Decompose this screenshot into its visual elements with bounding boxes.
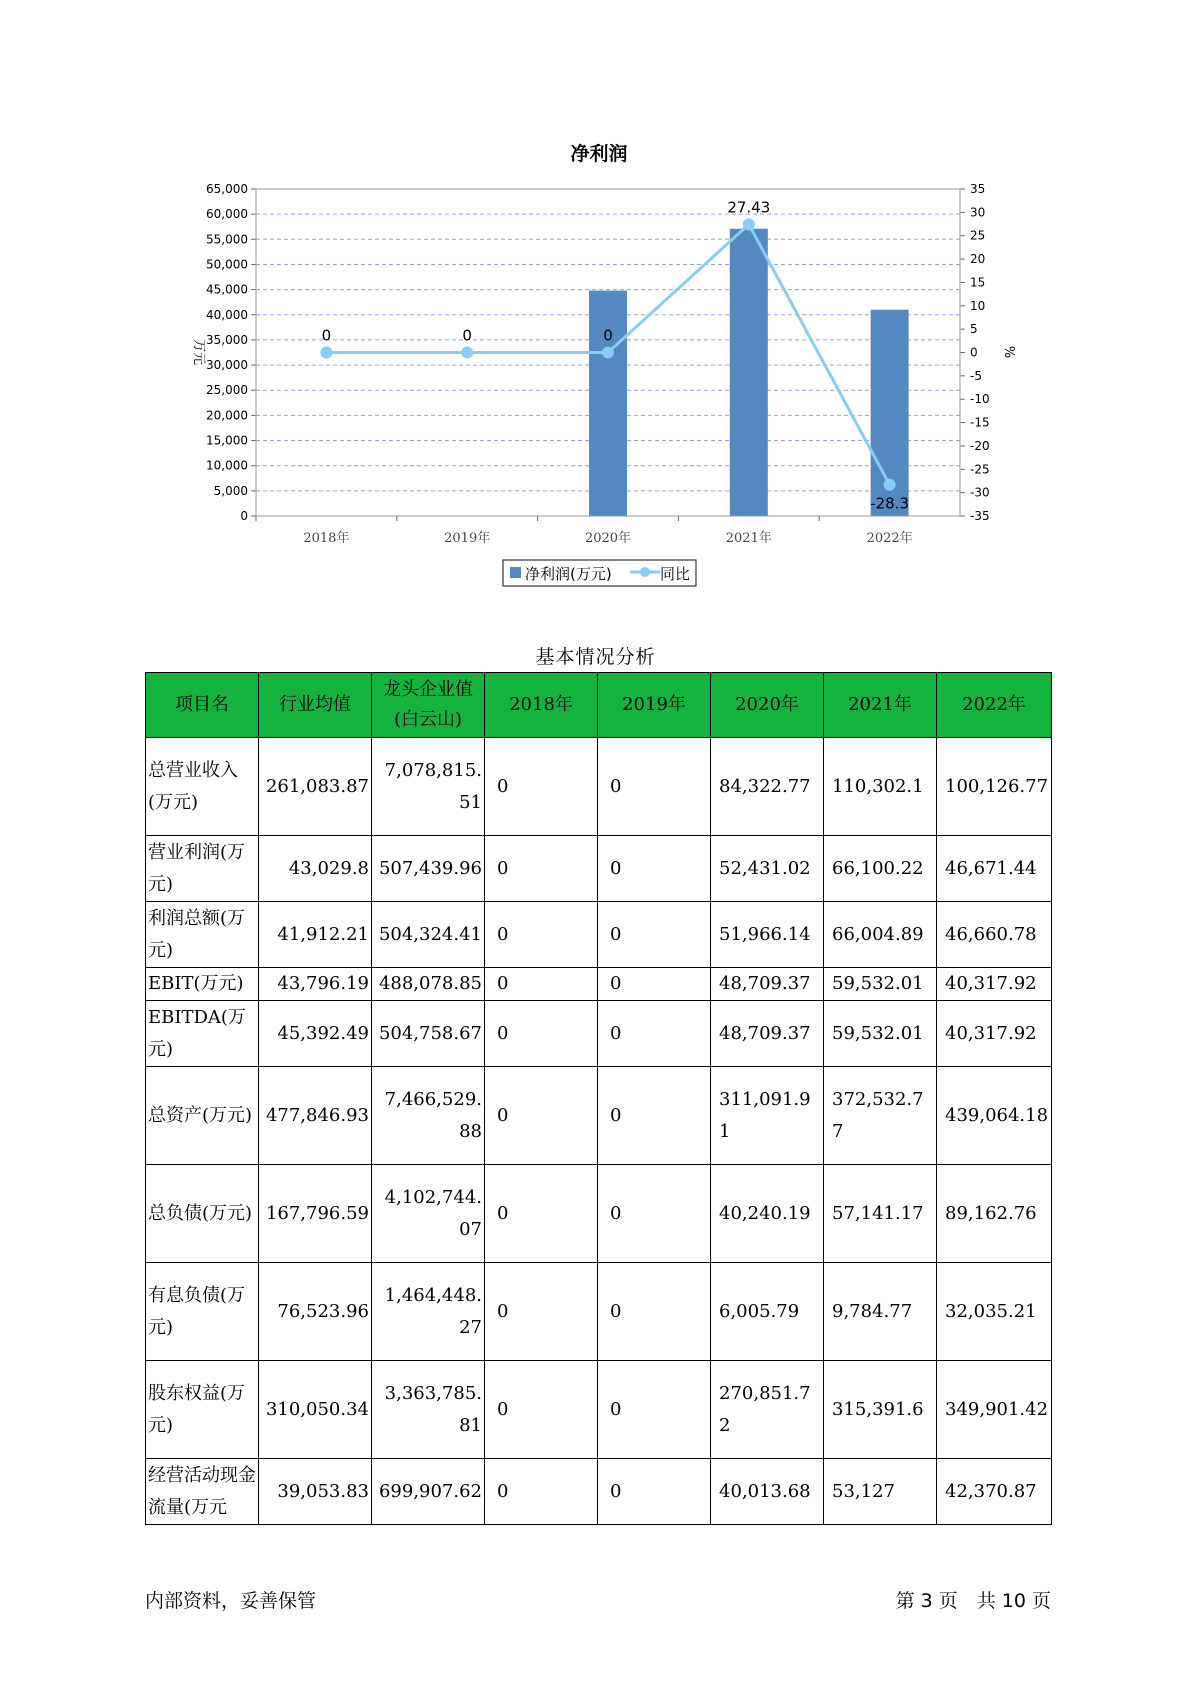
y-tick-label-left: 5,000: [213, 483, 248, 498]
table-cell: 439,064.18: [937, 1067, 1052, 1165]
table-cell: 59,532.01: [824, 1001, 937, 1067]
footer-confidential: 内部资料，妥善保管: [145, 1590, 317, 1612]
table-cell: 7,078,815.51: [372, 738, 485, 836]
yoy-point: [461, 347, 473, 359]
row-label: 经营活动现金流量(万元: [146, 1459, 259, 1525]
table-cell: 76,523.96: [259, 1263, 372, 1361]
table-cell: 32,035.21: [937, 1263, 1052, 1361]
table-cell: 504,324.41: [372, 902, 485, 968]
table-cell: 53,127: [824, 1459, 937, 1525]
y-tick-label-left: 25,000: [206, 383, 248, 398]
table-header-row: [146, 673, 1052, 738]
table-cell: 507,439.96: [372, 836, 485, 902]
table-cell: 0: [485, 1001, 598, 1067]
y-tick-label-left: 10,000: [206, 458, 248, 473]
legend-label-bar: 净利润(万元): [525, 565, 612, 583]
table-caption: 基本情况分析: [535, 646, 656, 668]
table-cell: 0: [598, 1361, 711, 1459]
y-tick-label-right: 5: [970, 322, 978, 337]
table-cell: 0: [485, 836, 598, 902]
table-cell: 0: [485, 968, 598, 1001]
table-row: [146, 1001, 1052, 1067]
column-header: 2021年: [824, 673, 937, 738]
table-cell: 0: [485, 1263, 598, 1361]
column-header: 2019年: [598, 673, 711, 738]
x-tick-label: 2022年: [866, 531, 913, 546]
table-row: [146, 1263, 1052, 1361]
table-cell: 699,907.62: [372, 1459, 485, 1525]
table-cell: 39,053.83: [259, 1459, 372, 1525]
table-cell: 0: [598, 968, 711, 1001]
table-cell: 0: [598, 738, 711, 836]
table-cell: 310,050.34: [259, 1361, 372, 1459]
table-cell: 0: [598, 1001, 711, 1067]
table-cell: 66,100.22: [824, 836, 937, 902]
yoy-point: [884, 479, 896, 491]
table-cell: 6,005.79: [711, 1263, 824, 1361]
table-row: [146, 1165, 1052, 1263]
table-cell: 4,102,744.07: [372, 1165, 485, 1263]
y-tick-label-right: 35: [970, 182, 986, 196]
y-tick-label-right: -5: [970, 368, 982, 383]
table-cell: 477,846.93: [259, 1067, 372, 1165]
column-header: 2020年: [711, 673, 824, 738]
table-cell: 51,966.14: [711, 902, 824, 968]
yoy-data-label: -28.3: [870, 494, 910, 513]
y-tick-label-right: 20: [970, 252, 986, 267]
y-tick-label-right: -35: [970, 509, 990, 523]
table-cell: 0: [598, 836, 711, 902]
table-cell: 57,141.17: [824, 1165, 937, 1263]
row-label: EBIT(万元): [146, 968, 259, 1001]
table-cell: 9,784.77: [824, 1263, 937, 1361]
table-cell: 0: [598, 1459, 711, 1525]
x-tick-label: 2018年: [303, 531, 350, 546]
table-cell: 40,013.68: [711, 1459, 824, 1525]
yoy-point: [602, 347, 614, 359]
table-cell: 315,391.6: [824, 1361, 937, 1459]
chart-title: 净利润: [570, 143, 628, 165]
table-row: [146, 902, 1052, 968]
table-cell: 0: [598, 1165, 711, 1263]
y-tick-label-left: 0: [240, 509, 248, 523]
table-cell: 270,851.72: [711, 1361, 824, 1459]
y-tick-label-left: 55,000: [206, 232, 248, 247]
table-cell: 43,796.19: [259, 968, 372, 1001]
table-cell: 261,083.87: [259, 738, 372, 836]
y-tick-label-right: -10: [970, 392, 990, 407]
y-tick-label-left: 45,000: [206, 282, 248, 297]
table-cell: 100,126.77: [937, 738, 1052, 836]
table-cell: 0: [598, 902, 711, 968]
table-cell: 46,660.78: [937, 902, 1052, 968]
table-cell: 3,363,785.81: [372, 1361, 485, 1459]
table-cell: 0: [485, 1459, 598, 1525]
y-tick-label-left: 40,000: [206, 307, 248, 322]
y-tick-label-left: 60,000: [206, 207, 248, 222]
table-cell: 46,671.44: [937, 836, 1052, 902]
x-tick-label: 2021年: [725, 531, 772, 546]
table-cell: 40,317.92: [937, 1001, 1052, 1067]
yoy-data-label: 0: [462, 326, 472, 345]
column-header: 龙头企业值(白云山): [372, 673, 485, 738]
table-cell: 0: [598, 1263, 711, 1361]
table-cell: 48,709.37: [711, 968, 824, 1001]
table-cell: 52,431.02: [711, 836, 824, 902]
row-label: 总资产(万元): [146, 1067, 259, 1165]
y-tick-label-right: 0: [970, 345, 978, 360]
table-row: [146, 1067, 1052, 1165]
table-cell: 0: [485, 738, 598, 836]
table-row: [146, 1361, 1052, 1459]
footer-page-number: 第 3 页 共 10 页: [895, 1590, 1051, 1612]
y-tick-label-left: 20,000: [206, 408, 248, 423]
chart-legend: [503, 560, 696, 586]
legend-label-line: 同比: [660, 565, 691, 583]
y-tick-label-right: 25: [970, 228, 986, 243]
yoy-point: [743, 218, 755, 230]
table-cell: 66,004.89: [824, 902, 937, 968]
column-header: 2018年: [485, 673, 598, 738]
table-cell: 0: [598, 1067, 711, 1165]
row-label: 有息负债(万元): [146, 1263, 259, 1361]
y-tick-label-left: 65,000: [206, 182, 248, 196]
y-tick-label-right: 30: [970, 205, 986, 220]
table-cell: 349,901.42: [937, 1361, 1052, 1459]
table-cell: 42,370.87: [937, 1459, 1052, 1525]
table-cell: 0: [485, 1165, 598, 1263]
basic-analysis-table: [145, 672, 1052, 1525]
column-header: 2022年: [937, 673, 1052, 738]
bar: [589, 291, 627, 516]
column-header: 项目名: [146, 673, 259, 738]
table-cell: 40,317.92: [937, 968, 1052, 1001]
table-cell: 311,091.91: [711, 1067, 824, 1165]
row-label: 股东权益(万元): [146, 1361, 259, 1459]
x-tick-label: 2020年: [584, 531, 632, 546]
y-tick-label-right: -20: [970, 438, 990, 453]
legend-swatch-bar: [510, 567, 521, 578]
table-cell: 110,302.1: [824, 738, 937, 836]
table-cell: 45,392.49: [259, 1001, 372, 1067]
table-cell: 488,078.85: [372, 968, 485, 1001]
yoy-point: [320, 347, 332, 359]
row-label: 利润总额(万元): [146, 902, 259, 968]
y-axis-label-left: 万元: [191, 338, 206, 366]
y-tick-label-left: 15,000: [206, 433, 248, 448]
y-tick-label-right: 10: [970, 298, 986, 313]
table-cell: 84,322.77: [711, 738, 824, 836]
y-tick-label-right: 15: [970, 275, 986, 290]
table-row: [146, 1459, 1052, 1525]
net-profit-chart: [0, 0, 1191, 600]
table-row: [146, 738, 1052, 836]
table-cell: 167,796.59: [259, 1165, 372, 1263]
y-tick-label-right: -30: [970, 485, 990, 500]
table-cell: 40,240.19: [711, 1165, 824, 1263]
row-label: 营业利润(万元): [146, 836, 259, 902]
table-cell: 0: [485, 902, 598, 968]
table-cell: 504,758.67: [372, 1001, 485, 1067]
table-cell: 59,532.01: [824, 968, 937, 1001]
table-cell: 43,029.8: [259, 836, 372, 902]
yoy-data-label: 27.43: [727, 198, 771, 217]
table-cell: 48,709.37: [711, 1001, 824, 1067]
table-row: [146, 836, 1052, 902]
row-label: 总营业收入(万元): [146, 738, 259, 836]
table-cell: 1,464,448.27: [372, 1263, 485, 1361]
bar: [730, 229, 768, 516]
y-tick-label-left: 30,000: [206, 358, 248, 373]
table-row: [146, 968, 1052, 1001]
y-tick-label-right: -15: [970, 415, 990, 430]
y-axis-label-right: %: [1001, 345, 1016, 359]
table-cell: 41,912.21: [259, 902, 372, 968]
y-tick-label-left: 50,000: [206, 257, 248, 272]
yoy-data-label: 0: [603, 326, 613, 345]
table-cell: 0: [485, 1361, 598, 1459]
column-header: 行业均值: [259, 673, 372, 738]
table-cell: 89,162.76: [937, 1165, 1052, 1263]
y-tick-label-right: -25: [970, 462, 990, 477]
table-cell: 0: [485, 1067, 598, 1165]
x-tick-label: 2019年: [444, 531, 491, 546]
row-label: 总负债(万元): [146, 1165, 259, 1263]
y-tick-label-left: 35,000: [206, 332, 248, 347]
row-label: EBITDA(万元): [146, 1001, 259, 1067]
yoy-data-label: 0: [321, 326, 332, 345]
table-cell: 7,466,529.88: [372, 1067, 485, 1165]
table-cell: 372,532.77: [824, 1067, 937, 1165]
